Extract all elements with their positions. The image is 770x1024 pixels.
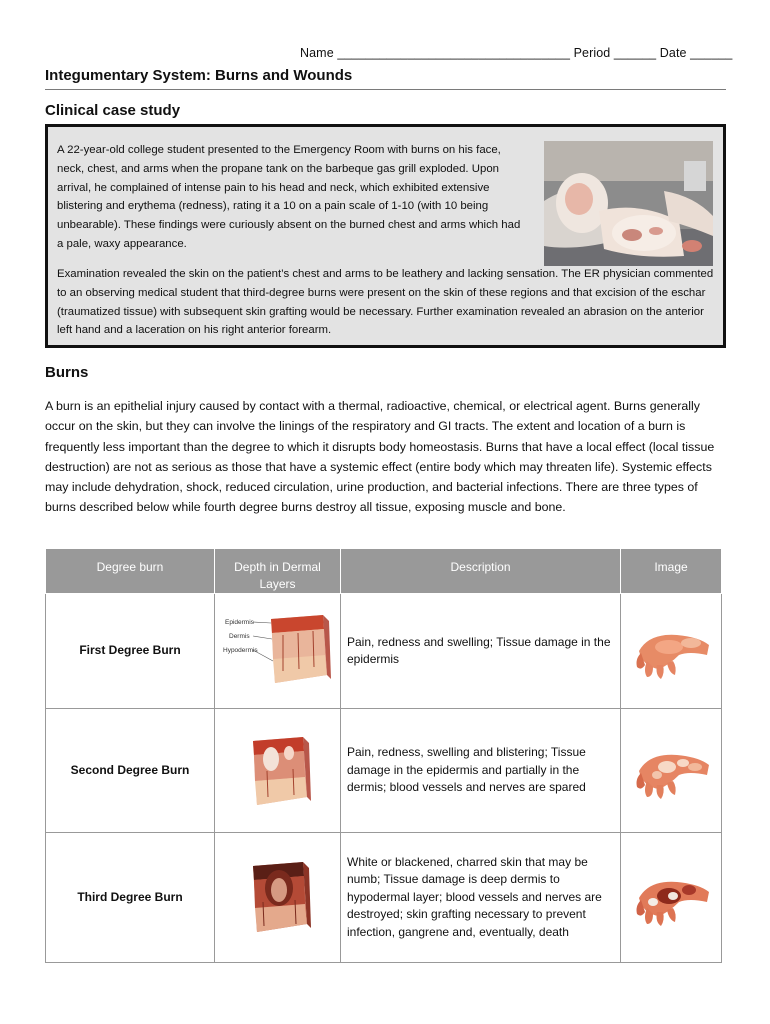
- label-hypodermis: Hypodermis: [222, 647, 258, 654]
- table-header-row: [46, 549, 722, 594]
- table-row: [46, 594, 722, 709]
- label-epidermis: Epidermis: [224, 619, 254, 626]
- header-depth: Depth in Dermal Layers: [215, 549, 341, 594]
- third-degree-depth-cell: [215, 833, 341, 963]
- second-degree-description: Pain, redness, swelling and blistering; Tissue damage in the epidermis and partially in the dermis; blood vessels and nerves are spared: [341, 709, 621, 833]
- third-degree-label: Third Degree Burn: [46, 833, 215, 963]
- case-study-paragraph-1: A 22-year-old college student presented to the Emergency Room with burns on his face, neck, chest, and arms when the propane tank on the barbeque gas grill exploded. Upon arrival, he complained of intense pain to his head and neck, which exhibited extensive blistering and erythema (redness), rating it a 10 on a pain scale of 1-10 (with 10 being unbearable). These findings were curiously absent on the burned chest and arms which had a pale, waxy appearance.: [57, 144, 521, 250]
- header-image: Image: [621, 549, 722, 594]
- header-degree-burn: Degree burn: [46, 549, 215, 594]
- header-description: Description: [341, 549, 621, 594]
- burns-description-paragraph: A burn is an epithelial injury caused by contact with a thermal, radioactive, chemical, or electrical agent. Burns generally occur on the skin, but they can involve the linings of the respiratory and GI tracts. The extent and location of a burn is frequently less important than the degree to which it disrupts body homeostasis. Burns that have a local effect (local tissue destruction) are not as serious as those that have a systemic effect (entire body which may threaten life). Systemic effects may include dehydration, shock, reduced circulation, urine production, and bacterial infections. There are three types of burns described below while fourth degree burns destroy all tissue, exposing muscle and bone.: [45, 399, 715, 515]
- case-study-paragraph-2: Examination revealed the skin on the patient’s chest and arms to be leathery and lacking sensation. The ER physician commented to an observing medical student that third-degree burns were present on the skin of these regions and that excision of the eschar (traumatized tissue) with subsequent skin grafting would be necessary. Further examination revealed an abrasion on the anterior left hand and a laceration on his right anterior forearm.: [57, 268, 714, 337]
- skin-layers-diagram-second-degree: [223, 731, 333, 811]
- case-study-box: [45, 124, 726, 348]
- first-degree-description: Pain, redness and swelling; Tissue damage in the epidermis: [341, 594, 621, 709]
- first-degree-depth-cell: [215, 594, 341, 709]
- table-row: [46, 833, 722, 963]
- label-dermis: Dermis: [228, 633, 250, 640]
- burn-degrees-table: [45, 548, 722, 963]
- third-degree-hand-image: [629, 868, 713, 928]
- title-divider: [45, 89, 726, 90]
- page-title: Integumentary System: Burns and Wounds: [45, 67, 353, 84]
- first-degree-hand-image: [629, 621, 713, 681]
- second-degree-depth-cell: [215, 709, 341, 833]
- first-degree-label: First Degree Burn: [46, 594, 215, 709]
- second-degree-hand-image: [629, 741, 713, 801]
- case-study-heading: Clinical case study: [45, 102, 181, 119]
- second-degree-label: Second Degree Burn: [46, 709, 215, 833]
- burns-section-heading: Burns: [45, 364, 89, 381]
- table-row: [46, 709, 722, 833]
- third-degree-description: White or blackened, charred skin that may be numb; Tissue damage is deep dermis to hypodermal layer; blood vessels and nerves are destroyed; skin grafting necessary to prevent infection, gangrene and, eventually, death: [341, 833, 621, 963]
- name-period-date-line: Name _________________________________ Period ______ Date ______: [300, 46, 733, 60]
- burn-patient-photo: [544, 141, 713, 266]
- first-degree-image-cell: [621, 594, 722, 709]
- skin-layers-diagram-first-degree: [223, 611, 333, 691]
- third-degree-image-cell: [621, 833, 722, 963]
- skin-layers-diagram-third-degree: [223, 858, 333, 938]
- second-degree-image-cell: [621, 709, 722, 833]
